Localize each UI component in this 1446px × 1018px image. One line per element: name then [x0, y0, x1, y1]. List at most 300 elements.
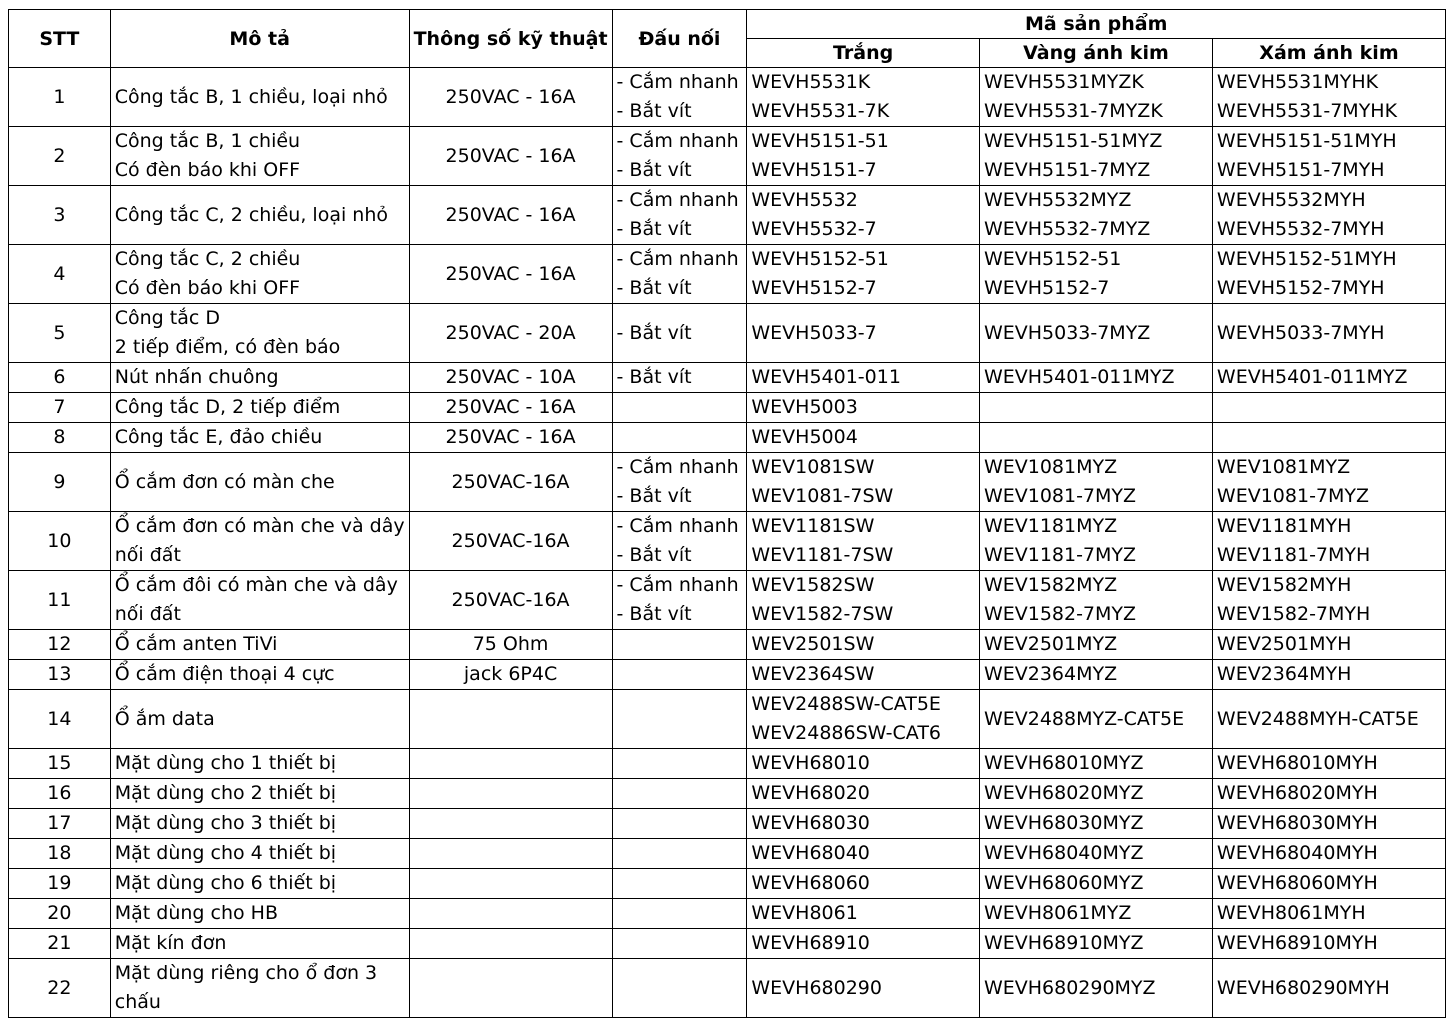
cell-stt-line: 1 [53, 85, 66, 108]
cell-code-white-line: WEVH68030 [751, 812, 870, 834]
cell-connection [612, 571, 747, 630]
cell-connection [612, 453, 747, 512]
cell-code-grey-line: WEV1582-7MYH [1216, 603, 1371, 625]
cell-stt-line: 12 [47, 633, 72, 655]
cell-spec-line: 250VAC - 16A [445, 426, 576, 448]
cell-code-white-line: WEV1081-7SW [751, 485, 894, 507]
cell-stt [9, 512, 111, 571]
cell-spec-line: 75 Ohm [472, 633, 549, 655]
cell-stt-line: 5 [53, 321, 66, 344]
cell-stt-line: 14 [47, 707, 72, 730]
cell-code-grey-line: WEVH68060MYH [1216, 872, 1378, 894]
cell-description-line: nối đất [114, 544, 181, 566]
cell-spec-line: 250VAC-16A [451, 470, 570, 493]
cell-connection [612, 630, 747, 660]
cell-code-white-line: WEVH5004 [751, 426, 858, 448]
cell-description [110, 571, 409, 630]
header-description: Mô tả [110, 10, 409, 68]
cell-description-line: Mặt dùng cho 1 thiết bị [114, 752, 337, 774]
cell-code-white-line: WEVH5033-7 [751, 321, 877, 344]
cell-description-line: Có đèn báo khi OFF [114, 159, 301, 181]
cell-description [110, 68, 409, 127]
table-row [9, 630, 1446, 660]
cell-spec [409, 899, 612, 929]
cell-connection [612, 186, 747, 245]
cell-connection [612, 660, 747, 690]
cell-connection-line: - Cắm nhanh [616, 456, 739, 478]
table-row [9, 68, 1446, 127]
cell-code-grey-line: WEV1081-7MYZ [1216, 485, 1370, 507]
table-row [9, 127, 1446, 186]
cell-code-grey-line: WEV1081MYZ [1216, 456, 1351, 478]
cell-code-white [747, 304, 980, 363]
cell-code-white [747, 899, 980, 929]
cell-description-line: Mặt dùng cho 2 thiết bị [114, 782, 337, 804]
cell-spec [409, 363, 612, 393]
cell-stt [9, 423, 111, 453]
cell-description [110, 393, 409, 423]
table-row [9, 899, 1446, 929]
table-row [9, 690, 1446, 749]
cell-connection [612, 929, 747, 959]
cell-spec [409, 393, 612, 423]
cell-connection-line: - Cắm nhanh [616, 71, 739, 93]
cell-code-white-line: WEV2501SW [751, 633, 875, 655]
table-row [9, 393, 1446, 423]
cell-code-white [747, 571, 980, 630]
cell-connection [612, 869, 747, 899]
cell-connection [612, 68, 747, 127]
cell-code-grey-line: WEVH8061MYH [1216, 902, 1366, 924]
cell-connection [612, 127, 747, 186]
cell-code-white-line: WEV1181-7SW [751, 544, 894, 566]
cell-code-white-line: WEVH68020 [751, 782, 870, 804]
cell-description [110, 453, 409, 512]
cell-code-gold-line: WEV2364MYZ [983, 663, 1118, 685]
cell-code-white-line: WEVH5532-7 [751, 218, 877, 240]
cell-code-grey-line: WEVH5033-7MYH [1216, 321, 1385, 344]
cell-code-gold [979, 660, 1212, 690]
cell-description-line: nối đất [114, 603, 181, 625]
cell-stt-line: 21 [47, 932, 72, 954]
cell-stt [9, 186, 111, 245]
cell-code-grey-line: WEVH5152-7MYH [1216, 277, 1385, 299]
cell-code-gold-line: WEVH68060MYZ [983, 872, 1144, 894]
cell-connection-line: - Cắm nhanh [616, 189, 739, 211]
cell-code-gold [979, 690, 1212, 749]
cell-code-gold-line: WEV1582MYZ [983, 574, 1118, 596]
cell-description-line: Công tắc C, 2 chiều, loại nhỏ [114, 203, 388, 226]
cell-code-gold-line: WEVH68010MYZ [983, 752, 1144, 774]
cell-code-white [747, 423, 980, 453]
table-row [9, 869, 1446, 899]
cell-code-gold-line: WEVH5152-51 [983, 248, 1122, 270]
table-row [9, 660, 1446, 690]
cell-spec [409, 245, 612, 304]
table-row [9, 512, 1446, 571]
cell-stt [9, 363, 111, 393]
cell-connection [612, 512, 747, 571]
cell-stt [9, 779, 111, 809]
cell-connection-line: - Cắm nhanh [616, 130, 739, 152]
cell-description-line: Công tắc B, 1 chiều [114, 130, 301, 152]
cell-code-grey [1212, 423, 1445, 453]
cell-code-grey-line: WEVH5151-51MYH [1216, 130, 1397, 152]
cell-code-white-line: WEVH5151-7 [751, 159, 877, 181]
cell-connection [612, 690, 747, 749]
cell-spec [409, 512, 612, 571]
cell-code-white [747, 630, 980, 660]
cell-code-white [747, 68, 980, 127]
cell-connection-line: - Bắt vít [616, 277, 692, 299]
cell-spec-line: 250VAC-16A [451, 529, 570, 552]
cell-connection-line: - Cắm nhanh [616, 574, 739, 596]
cell-stt [9, 690, 111, 749]
cell-code-grey-line: WEVH5531MYHK [1216, 71, 1379, 93]
cell-code-gold-line: WEV1081MYZ [983, 456, 1118, 478]
table-row [9, 809, 1446, 839]
cell-connection-line: - Bắt vít [616, 485, 692, 507]
cell-spec [409, 809, 612, 839]
cell-stt-line: 15 [47, 752, 72, 774]
cell-code-white-line: WEVH8061 [751, 902, 858, 924]
cell-code-gold [979, 186, 1212, 245]
cell-stt [9, 68, 111, 127]
cell-code-grey-line: WEV1181MYH [1216, 515, 1352, 537]
cell-description-line: Ổ cắm đơn có màn che [114, 470, 335, 493]
product-table [8, 9, 1446, 1018]
cell-spec [409, 779, 612, 809]
cell-code-white-line: WEV2364SW [751, 663, 875, 685]
cell-code-grey [1212, 929, 1445, 959]
cell-description-line: Công tắc E, đảo chiều [114, 426, 323, 448]
table-row [9, 779, 1446, 809]
cell-connection [612, 393, 747, 423]
cell-code-grey [1212, 453, 1445, 512]
cell-code-gold [979, 393, 1212, 423]
cell-stt [9, 571, 111, 630]
cell-connection-line: - Cắm nhanh [616, 248, 739, 270]
cell-code-grey [1212, 779, 1445, 809]
cell-stt [9, 304, 111, 363]
cell-code-white [747, 245, 980, 304]
cell-code-gold [979, 304, 1212, 363]
cell-spec [409, 869, 612, 899]
cell-code-white-line: WEV1081SW [751, 456, 875, 478]
cell-stt-line: 11 [47, 588, 72, 611]
cell-spec [409, 571, 612, 630]
cell-code-grey-line: WEVH5532MYH [1216, 189, 1366, 211]
cell-code-grey [1212, 68, 1445, 127]
cell-code-grey-line: WEVH68020MYH [1216, 782, 1378, 804]
cell-spec [409, 453, 612, 512]
cell-code-grey [1212, 571, 1445, 630]
cell-description [110, 779, 409, 809]
cell-code-grey [1212, 690, 1445, 749]
cell-code-white [747, 929, 980, 959]
cell-spec-line: 250VAC-16A [451, 588, 570, 611]
cell-code-gold-line: WEVH5151-51MYZ [983, 130, 1163, 152]
cell-code-gold-line: WEVH680290MYZ [983, 976, 1156, 999]
cell-code-grey [1212, 959, 1445, 1018]
cell-code-white [747, 512, 980, 571]
table-row [9, 245, 1446, 304]
cell-stt-line: 3 [53, 203, 66, 226]
cell-spec-line: 250VAC - 16A [445, 262, 576, 285]
cell-stt-line: 8 [53, 426, 66, 448]
cell-code-grey-line: WEVH5401-011MYZ [1216, 366, 1408, 388]
cell-code-gold [979, 453, 1212, 512]
cell-description-line: Ổ cắm đôi có màn che và dây [114, 574, 398, 596]
cell-code-grey [1212, 245, 1445, 304]
cell-code-white-line: WEVH5531K [751, 71, 871, 93]
cell-description-line: Ổ cắm điện thoại 4 cực [114, 663, 335, 685]
cell-stt-line: 18 [47, 842, 72, 864]
cell-connection [612, 809, 747, 839]
cell-code-grey-line: WEV1181-7MYH [1216, 544, 1371, 566]
cell-code-grey [1212, 660, 1445, 690]
table-row [9, 304, 1446, 363]
cell-code-grey [1212, 512, 1445, 571]
cell-code-white-line: WEVH680290 [751, 976, 882, 999]
cell-stt-line: 19 [47, 872, 72, 894]
table-row [9, 363, 1446, 393]
cell-spec [409, 127, 612, 186]
cell-code-gold-line: WEV2501MYZ [983, 633, 1118, 655]
cell-description-line: Mặt dùng cho HB [114, 902, 278, 924]
cell-stt [9, 899, 111, 929]
cell-code-grey-line: WEVH68910MYH [1216, 932, 1378, 954]
cell-stt [9, 839, 111, 869]
cell-stt [9, 749, 111, 779]
cell-code-grey [1212, 749, 1445, 779]
cell-code-white-line: WEVH5531-7K [751, 100, 890, 122]
cell-connection-line: - Bắt vít [616, 366, 692, 388]
cell-description-line: Ổ ắm data [114, 707, 215, 730]
cell-code-gold [979, 423, 1212, 453]
cell-connection-line: - Bắt vít [616, 603, 692, 625]
cell-code-white [747, 869, 980, 899]
cell-stt-line: 2 [53, 144, 66, 167]
cell-connection-line: - Bắt vít [616, 321, 692, 344]
cell-stt [9, 929, 111, 959]
cell-description [110, 512, 409, 571]
cell-code-gold-line: WEVH8061MYZ [983, 902, 1132, 924]
cell-code-grey-line: WEVH5531-7MYHK [1216, 100, 1398, 122]
cell-code-white [747, 959, 980, 1018]
cell-code-grey [1212, 363, 1445, 393]
cell-code-grey-line: WEVH68040MYH [1216, 842, 1378, 864]
cell-code-grey [1212, 630, 1445, 660]
cell-code-gold [979, 512, 1212, 571]
cell-stt-line: 10 [47, 529, 72, 552]
header-spec: Thông số kỹ thuật [409, 10, 612, 68]
header-connection: Đấu nối [612, 10, 747, 68]
cell-connection [612, 363, 747, 393]
cell-code-grey [1212, 127, 1445, 186]
cell-code-white-line: WEVH5003 [751, 396, 858, 418]
header-stt: STT [9, 10, 111, 68]
cell-code-white [747, 660, 980, 690]
cell-spec [409, 690, 612, 749]
cell-description [110, 690, 409, 749]
cell-code-white [747, 690, 980, 749]
cell-connection [612, 423, 747, 453]
cell-description-line: 2 tiếp điểm, có đèn báo [114, 336, 341, 358]
cell-code-grey-line: WEV2364MYH [1216, 663, 1352, 685]
cell-stt-line: 9 [53, 470, 66, 493]
cell-description [110, 869, 409, 899]
cell-code-grey-line: WEVH5532-7MYH [1216, 218, 1385, 240]
cell-description [110, 749, 409, 779]
table-row [9, 453, 1446, 512]
cell-stt [9, 453, 111, 512]
cell-stt-line: 20 [47, 902, 72, 924]
cell-code-white [747, 809, 980, 839]
cell-code-grey [1212, 809, 1445, 839]
cell-code-gold-line: WEV1582-7MYZ [983, 603, 1137, 625]
cell-connection [612, 245, 747, 304]
cell-code-white [747, 839, 980, 869]
cell-code-grey-line: WEVH680290MYH [1216, 976, 1390, 999]
cell-code-gold-line: WEV1181-7MYZ [983, 544, 1137, 566]
cell-description [110, 127, 409, 186]
cell-code-gold [979, 959, 1212, 1018]
cell-code-grey [1212, 869, 1445, 899]
cell-spec [409, 304, 612, 363]
cell-code-gold [979, 929, 1212, 959]
cell-code-gold [979, 245, 1212, 304]
cell-code-gold-line: WEVH68030MYZ [983, 812, 1144, 834]
table-row [9, 839, 1446, 869]
cell-description-line: Ổ cắm anten TiVi [114, 633, 278, 655]
cell-description-line: Ổ cắm đơn có màn che và dây [114, 515, 405, 537]
cell-description [110, 929, 409, 959]
cell-description-line: Mặt dùng cho 4 thiết bị [114, 842, 337, 864]
cell-spec-line: 250VAC - 16A [445, 396, 576, 418]
cell-spec [409, 660, 612, 690]
cell-stt-line: 13 [47, 663, 72, 685]
cell-code-white-line: WEVH5152-7 [751, 277, 877, 299]
cell-stt [9, 809, 111, 839]
cell-description [110, 186, 409, 245]
cell-connection-line: - Bắt vít [616, 100, 692, 122]
cell-description-line: Mặt dùng cho 6 thiết bị [114, 872, 337, 894]
cell-code-white [747, 127, 980, 186]
cell-connection [612, 749, 747, 779]
table-row [9, 186, 1446, 245]
cell-description-line: Nút nhấn chuông [114, 366, 279, 388]
cell-code-gold [979, 127, 1212, 186]
cell-connection [612, 839, 747, 869]
cell-code-gold [979, 363, 1212, 393]
cell-code-white [747, 779, 980, 809]
cell-description-line: Mặt dùng cho 3 thiết bị [114, 812, 337, 834]
table-row [9, 929, 1446, 959]
cell-stt-line: 6 [53, 366, 66, 388]
cell-description [110, 245, 409, 304]
cell-connection-line: - Cắm nhanh [616, 515, 739, 537]
cell-code-white [747, 749, 980, 779]
cell-code-white-line: WEVH5401-011 [751, 366, 901, 388]
cell-connection-line: - Bắt vít [616, 218, 692, 240]
cell-code-gold-line: WEV1081-7MYZ [983, 485, 1137, 507]
cell-code-gold-line: WEVH5152-7 [983, 277, 1110, 299]
cell-code-gold [979, 630, 1212, 660]
cell-spec-line: 250VAC - 16A [445, 85, 576, 108]
cell-stt [9, 245, 111, 304]
cell-connection [612, 899, 747, 929]
cell-connection-line: - Bắt vít [616, 159, 692, 181]
cell-code-white-line: WEV1582SW [751, 574, 875, 596]
cell-code-white [747, 186, 980, 245]
header-product-code: Mã sản phẩm [747, 10, 1446, 39]
cell-code-white-line: WEV24886SW-CAT6 [751, 722, 942, 744]
cell-description-line: Công tắc B, 1 chiều, loại nhỏ [114, 85, 388, 108]
cell-code-white [747, 393, 980, 423]
cell-code-gold-line: WEVH68040MYZ [983, 842, 1144, 864]
cell-code-gold-line: WEVH5033-7MYZ [983, 321, 1151, 344]
cell-description [110, 660, 409, 690]
cell-code-white-line: WEV1582-7SW [751, 603, 894, 625]
cell-code-white-line: WEVH68060 [751, 872, 870, 894]
cell-code-gold-line: WEVH5532-7MYZ [983, 218, 1151, 240]
cell-stt-line: 22 [47, 976, 72, 999]
cell-description [110, 959, 409, 1018]
cell-code-white [747, 453, 980, 512]
cell-spec [409, 839, 612, 869]
cell-code-grey-line: WEVH5151-7MYH [1216, 159, 1385, 181]
cell-connection [612, 304, 747, 363]
cell-description [110, 363, 409, 393]
cell-description [110, 839, 409, 869]
cell-code-gold [979, 779, 1212, 809]
cell-code-gold-line: WEVH68910MYZ [983, 932, 1144, 954]
cell-description-line: Công tắc D, 2 tiếp điểm [114, 396, 341, 418]
cell-code-gold [979, 68, 1212, 127]
cell-code-grey [1212, 186, 1445, 245]
cell-code-gold-line: WEVH68020MYZ [983, 782, 1144, 804]
cell-code-grey [1212, 899, 1445, 929]
cell-stt-line: 7 [53, 396, 66, 418]
cell-description-line: Có đèn báo khi OFF [114, 277, 301, 299]
cell-code-grey-line: WEVH5152-51MYH [1216, 248, 1397, 270]
cell-description-line: Công tắc C, 2 chiều [114, 248, 301, 270]
cell-code-gold [979, 571, 1212, 630]
cell-spec [409, 959, 612, 1018]
cell-code-white-line: WEV1181SW [751, 515, 875, 537]
cell-connection-line: - Bắt vít [616, 544, 692, 566]
cell-description-line: Mặt kín đơn [114, 932, 227, 954]
cell-code-white-line: WEVH5152-51 [751, 248, 889, 270]
cell-description-line: Công tắc D [114, 307, 220, 329]
table-row [9, 959, 1446, 1018]
cell-spec [409, 630, 612, 660]
cell-stt [9, 630, 111, 660]
cell-stt [9, 959, 111, 1018]
cell-code-grey [1212, 393, 1445, 423]
cell-code-white-line: WEVH5532 [751, 189, 858, 211]
cell-spec [409, 423, 612, 453]
cell-code-white-line: WEVH5151-51 [751, 130, 889, 152]
cell-stt [9, 127, 111, 186]
cell-code-gold-line: WEVH5151-7MYZ [983, 159, 1151, 181]
cell-code-gold-line: WEVH5531MYZK [983, 71, 1144, 93]
cell-description [110, 809, 409, 839]
cell-spec [409, 186, 612, 245]
cell-code-grey-line: WEV2501MYH [1216, 633, 1352, 655]
cell-spec-line: 250VAC - 10A [445, 366, 576, 388]
